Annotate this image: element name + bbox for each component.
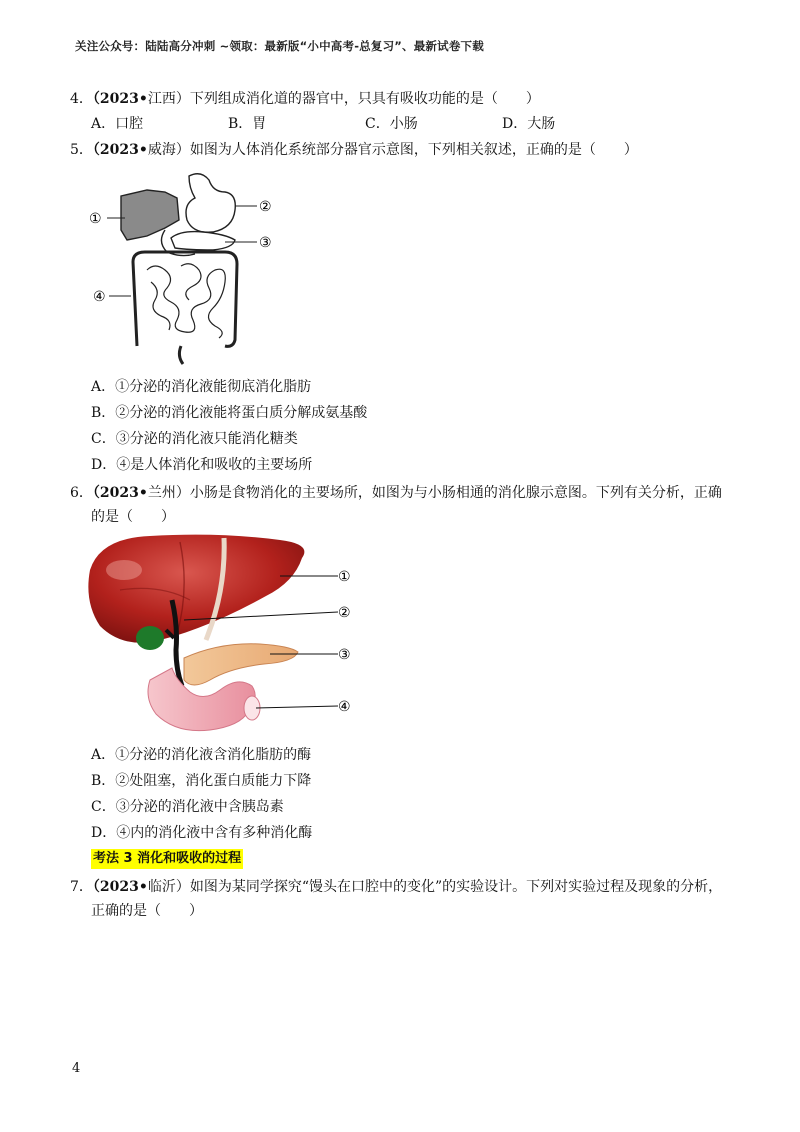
label-3: ③ xyxy=(338,647,351,663)
page-header: 关注公众号：陆陆高分冲刺 ~领取：最新版“小中高考-总复习”、最新试卷下载 xyxy=(75,39,484,53)
option-a: A．口腔 xyxy=(91,116,144,132)
question-7 xyxy=(70,877,722,897)
question-text: 兰州）小肠是食物消化的主要场所，如图为与小肠相通的消化腺示意图。下列有关分析，正确 xyxy=(147,485,722,501)
digestive-glands-diagram xyxy=(80,530,360,740)
label-1: ① xyxy=(89,211,102,227)
question-text: 江西）下列组成消化道的器官中，只具有吸收功能的是（ ） xyxy=(147,91,540,107)
pancreas-shape xyxy=(171,232,235,250)
option-c: C．小肠 xyxy=(365,116,418,132)
question-year: （2023• xyxy=(92,485,148,501)
section-heading: 考法 3 消化和吸收的过程 xyxy=(91,849,243,869)
label-4: ④ xyxy=(338,699,351,715)
question-text: 临沂）如图为某同学探究“馒头在口腔中的变化”的实验设计。下列对实验过程及现象的分析， xyxy=(147,879,723,895)
question-number: 4． xyxy=(70,91,93,107)
digestive-system-diagram xyxy=(85,170,285,370)
question-6-continued: 的是（ ） xyxy=(91,509,175,525)
option-a: A．①分泌的消化液含消化脂肪的酶 xyxy=(91,747,312,763)
label-2: ② xyxy=(259,199,272,215)
label-3: ③ xyxy=(259,235,272,251)
label-4: ④ xyxy=(93,289,106,305)
question-year: （2023• xyxy=(92,142,148,158)
gallbladder-shape xyxy=(136,626,164,650)
question-7-continued: 正确的是（ ） xyxy=(91,903,203,919)
question-number: 5． xyxy=(70,142,93,158)
page-number: 4 xyxy=(72,1061,81,1076)
option-a: A．①分泌的消化液能彻底消化脂肪 xyxy=(91,379,312,395)
question-year: （2023• xyxy=(92,91,148,107)
liver-shape xyxy=(121,190,179,240)
pancreas-shape xyxy=(184,644,298,685)
option-d: D．④是人体消化和吸收的主要场所 xyxy=(91,457,313,473)
question-number: 7． xyxy=(70,879,93,895)
option-c: C．③分泌的消化液只能消化糖类 xyxy=(91,431,298,447)
stomach-shape xyxy=(186,174,235,233)
option-b: B．②分泌的消化液能将蛋白质分解成氨基酸 xyxy=(91,405,368,421)
label-1: ① xyxy=(338,569,351,585)
option-b: B．②处阻塞，消化蛋白质能力下降 xyxy=(91,773,312,789)
question-6 xyxy=(70,483,722,503)
option-d: D．大肠 xyxy=(502,116,556,132)
option-c: C．③分泌的消化液中含胰岛素 xyxy=(91,799,284,815)
option-b: B．胃 xyxy=(228,116,267,132)
question-5 xyxy=(70,140,638,160)
question-year: （2023• xyxy=(92,879,148,895)
liver-shape xyxy=(88,535,304,643)
question-4 xyxy=(70,89,540,109)
option-d: D．④内的消化液中含有多种消化酶 xyxy=(91,825,313,841)
question-number: 6． xyxy=(70,485,93,501)
small-intestine-shape xyxy=(147,266,225,338)
label-2: ② xyxy=(338,605,351,621)
question-text: 威海）如图为人体消化系统部分器官示意图，下列相关叙述，正确的是（ ） xyxy=(147,142,638,158)
